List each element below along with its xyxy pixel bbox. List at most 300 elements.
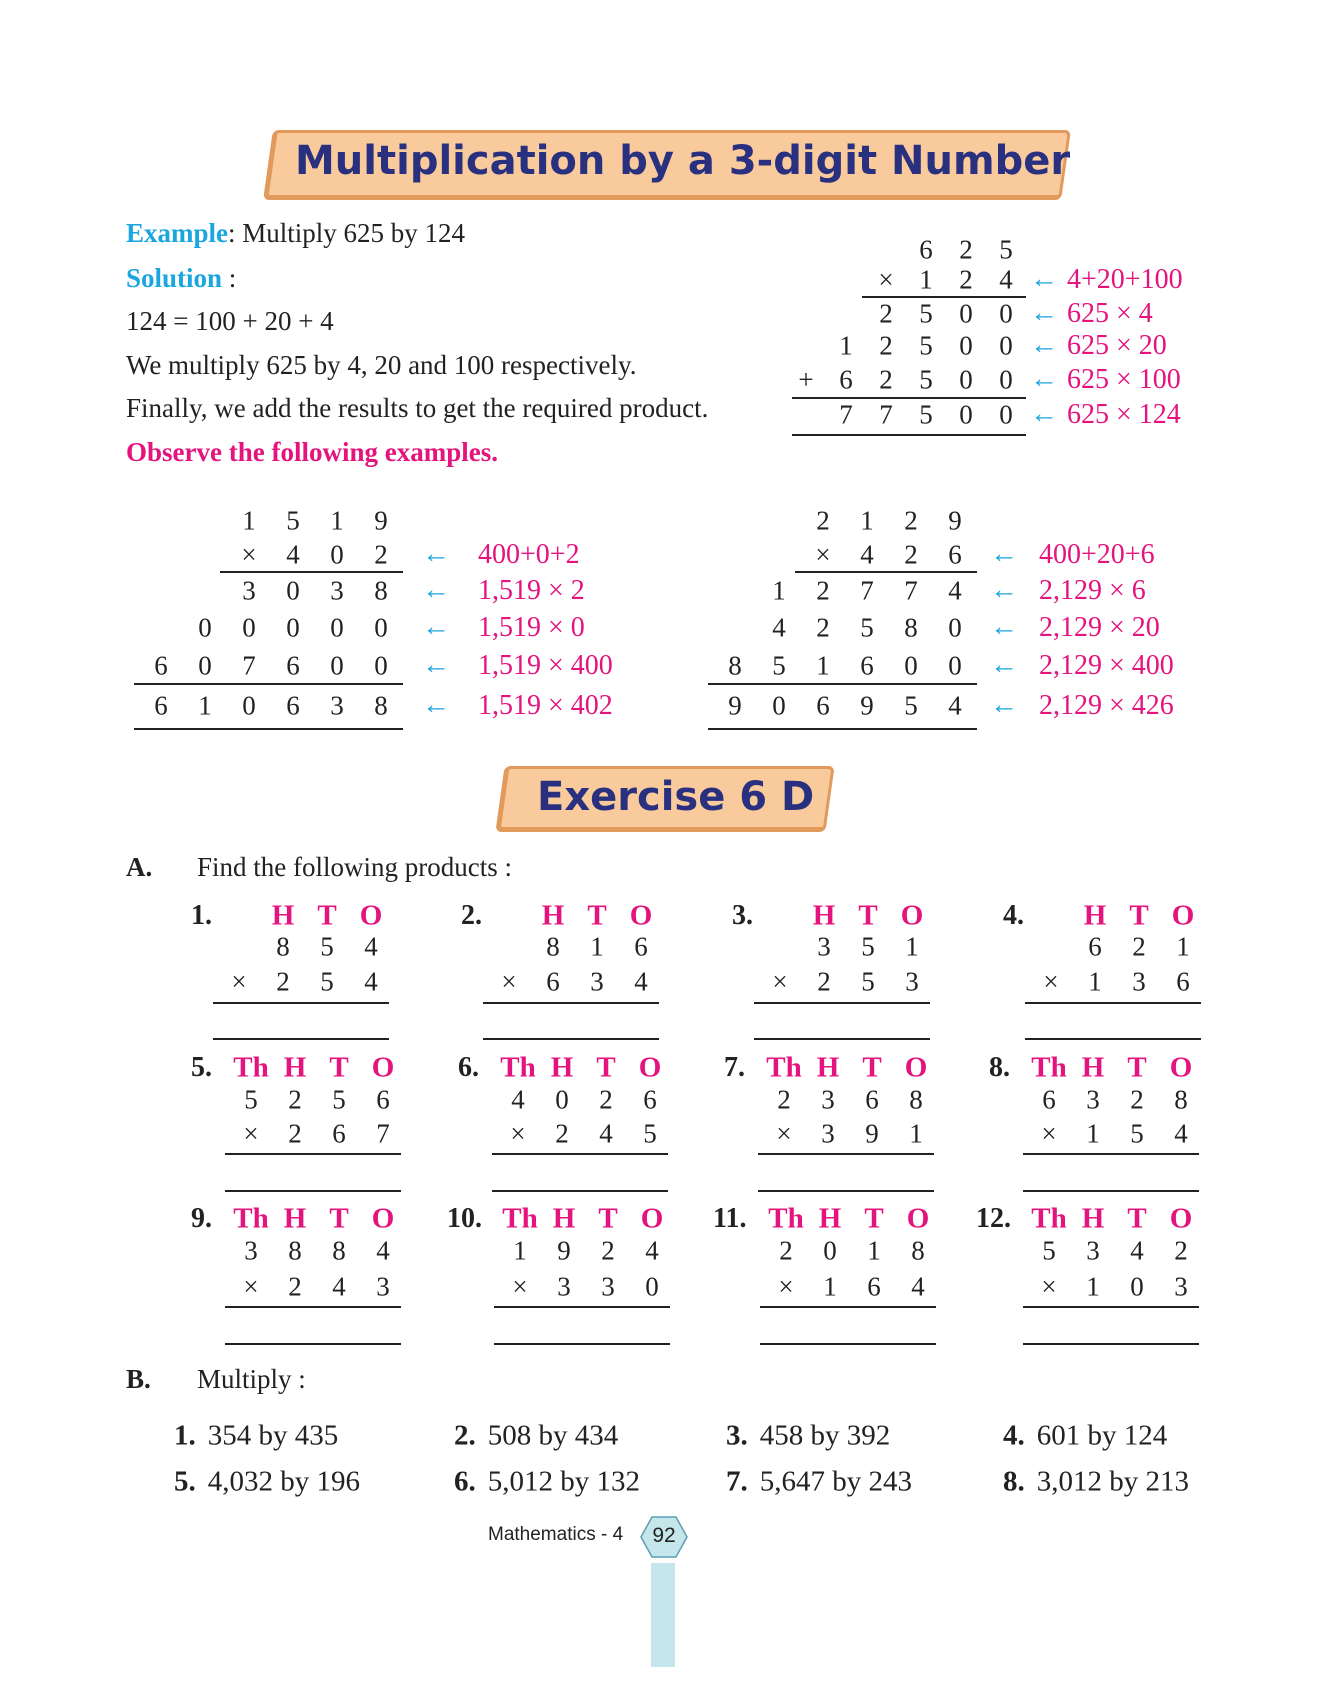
digit: 6: [154, 650, 168, 681]
digit: 2: [374, 539, 388, 570]
example-label: Example: [126, 218, 229, 248]
digit: 9: [865, 1118, 879, 1149]
digit: 0: [948, 650, 962, 681]
digit: 7: [839, 399, 853, 430]
times-sign: ×: [878, 264, 894, 295]
digit: 3: [905, 966, 919, 997]
digit: 0: [330, 539, 344, 570]
rule-line: [795, 571, 977, 573]
book-name: Mathematics - 4: [488, 1524, 624, 1545]
observe-heading: Observe the following examples.: [126, 437, 498, 467]
digit: 5: [861, 931, 875, 962]
digit: 5: [860, 612, 874, 643]
place-value-header: O: [900, 899, 924, 932]
multiply-item: [726, 1420, 890, 1453]
digit: 0: [374, 650, 388, 681]
digit: 5: [244, 1084, 258, 1115]
digit: 9: [557, 1235, 571, 1266]
example-line: [126, 218, 465, 249]
item-text: 4,032 by 196: [207, 1465, 360, 1498]
digit: 0: [959, 330, 973, 361]
answer-line: [1023, 1343, 1199, 1345]
rule-line: [708, 728, 977, 730]
annotation: 625 × 124: [1067, 399, 1181, 430]
problem-number: 10.: [447, 1203, 482, 1234]
digit: 0: [999, 298, 1013, 329]
digit: 5: [320, 931, 334, 962]
digit: 1: [816, 650, 830, 681]
answer-line: [758, 1190, 934, 1192]
digit: 6: [376, 1084, 390, 1115]
digit: 6: [1042, 1084, 1056, 1115]
item-text: 5,012 by 132: [487, 1465, 640, 1498]
place-value-header: T: [329, 1202, 349, 1235]
section-b-instruction: Multiply :: [197, 1364, 306, 1394]
digit: 4: [948, 575, 962, 606]
digit: 8: [374, 575, 388, 606]
digit: 2: [879, 298, 893, 329]
rule-line: [220, 571, 403, 573]
place-value-header: Th: [768, 1202, 804, 1235]
digit: 2: [276, 966, 290, 997]
annotation: 2,129 × 426: [1039, 690, 1174, 721]
arrow-left-icon: ←: [1030, 363, 1058, 395]
place-value-header: T: [587, 899, 607, 932]
digit: 4: [860, 539, 874, 570]
place-value-header: O: [629, 899, 653, 932]
page-number: 92: [652, 1524, 676, 1547]
answer-line: [1023, 1190, 1199, 1192]
digit: 2: [1130, 1084, 1144, 1115]
item-text: 354 by 435: [207, 1419, 339, 1452]
place-value-header: T: [317, 899, 337, 932]
multiply-item: [726, 1466, 912, 1499]
rule-line: [1023, 1306, 1199, 1308]
digit: 4: [1174, 1118, 1188, 1149]
digit: 6: [867, 1271, 881, 1302]
answer-line: [213, 1038, 389, 1040]
digit: 2: [959, 264, 973, 295]
place-value-header: O: [638, 1051, 662, 1084]
place-value-header: O: [371, 1051, 395, 1084]
digit: 1: [867, 1235, 881, 1266]
digit: 5: [904, 690, 918, 721]
digit: 3: [601, 1271, 615, 1302]
digit: 4: [376, 1235, 390, 1266]
answer-line: [1025, 1038, 1201, 1040]
digit: 4: [634, 966, 648, 997]
rule-line: [792, 434, 1026, 436]
times-sign: ×: [241, 539, 257, 570]
digit: 6: [865, 1084, 879, 1115]
digit: 5: [919, 364, 933, 395]
digit: 9: [948, 505, 962, 536]
digit: 2: [904, 505, 918, 536]
digit: 3: [376, 1271, 390, 1302]
arrow-left-icon: ←: [990, 538, 1018, 570]
problem-number: 7.: [724, 1052, 745, 1083]
problem-number: 12.: [976, 1203, 1011, 1234]
place-value-header: O: [904, 1051, 928, 1084]
rule-line: [213, 1002, 389, 1004]
place-value-header: T: [858, 899, 878, 932]
digit: 3: [821, 1118, 835, 1149]
digit: 1: [772, 575, 786, 606]
digit: 5: [919, 330, 933, 361]
item-number: 2.: [454, 1419, 476, 1452]
place-value-header: H: [818, 1202, 842, 1235]
digit: 4: [332, 1271, 346, 1302]
rule-line: [792, 397, 1026, 399]
place-value-header: T: [864, 1202, 884, 1235]
rule-line: [760, 1306, 936, 1308]
digit: 6: [919, 234, 933, 265]
digit: 6: [154, 690, 168, 721]
times-sign: ×: [776, 1118, 792, 1149]
annotation: 625 × 100: [1067, 364, 1181, 395]
digit: 6: [546, 966, 560, 997]
times-sign: ×: [1041, 1118, 1057, 1149]
answer-line: [492, 1190, 668, 1192]
item-number: 3.: [726, 1419, 748, 1452]
digit: 6: [634, 931, 648, 962]
digit: 1: [905, 931, 919, 962]
digit: 0: [198, 612, 212, 643]
problem-number: 6.: [458, 1052, 479, 1083]
solution-label: Solution: [126, 263, 223, 293]
digit: 0: [823, 1235, 837, 1266]
place-value-header: Th: [766, 1051, 802, 1084]
digit: 1: [919, 264, 933, 295]
rule-line: [483, 1002, 659, 1004]
digit: 0: [330, 650, 344, 681]
digit: 2: [601, 1235, 615, 1266]
item-text: 601 by 124: [1036, 1419, 1168, 1452]
digit: 0: [242, 612, 256, 643]
annotation: 625 × 4: [1067, 298, 1153, 329]
digit: 3: [244, 1235, 258, 1266]
digit: 4: [645, 1235, 659, 1266]
digit: 3: [330, 690, 344, 721]
place-value-header: O: [359, 899, 383, 932]
digit: 0: [374, 612, 388, 643]
digit: 1: [1086, 1271, 1100, 1302]
digit: 7: [860, 575, 874, 606]
digit: 6: [1088, 931, 1102, 962]
digit: 2: [1174, 1235, 1188, 1266]
digit: 5: [320, 966, 334, 997]
digit: 1: [513, 1235, 527, 1266]
digit: 2: [959, 234, 973, 265]
problem-number: 4.: [1003, 900, 1024, 931]
digit: 3: [1086, 1084, 1100, 1115]
arrow-left-icon: ←: [1030, 329, 1058, 361]
place-value-header: H: [541, 899, 565, 932]
digit: 1: [1176, 931, 1190, 962]
digit: 1: [198, 690, 212, 721]
problem-number: 2.: [461, 900, 482, 931]
annotation: 400+20+6: [1039, 539, 1155, 570]
digit: 7: [242, 650, 256, 681]
annotation: 1,519 × 2: [478, 575, 585, 606]
digit: 2: [879, 364, 893, 395]
arrow-left-icon: ←: [1030, 398, 1058, 430]
exercise-title: Exercise 6 D: [537, 774, 815, 820]
item-number: 7.: [726, 1465, 748, 1498]
digit: 1: [330, 505, 344, 536]
solution-line: [126, 263, 236, 294]
rule-line: [134, 683, 403, 685]
times-sign: ×: [772, 966, 788, 997]
digit: 3: [590, 966, 604, 997]
digit: 6: [332, 1118, 346, 1149]
rule-line: [708, 683, 977, 685]
digit: 0: [959, 298, 973, 329]
digit: 6: [286, 650, 300, 681]
answer-line: [225, 1190, 401, 1192]
digit: 3: [330, 575, 344, 606]
problem-number: 5.: [191, 1052, 212, 1083]
item-text: 508 by 434: [487, 1419, 619, 1452]
digit: 0: [948, 612, 962, 643]
rule-line: [494, 1306, 670, 1308]
annotation: 400+0+2: [478, 539, 580, 570]
arrow-left-icon: ←: [422, 689, 450, 721]
digit: 0: [999, 330, 1013, 361]
place-value-header: H: [552, 1202, 576, 1235]
item-text: 458 by 392: [759, 1419, 891, 1452]
place-value-header: O: [1169, 1051, 1193, 1084]
rule-line: [1023, 1153, 1199, 1155]
rule-line: [492, 1153, 668, 1155]
digit: 1: [1086, 1118, 1100, 1149]
digit: 0: [286, 575, 300, 606]
digit: 5: [1042, 1235, 1056, 1266]
digit: 0: [286, 612, 300, 643]
place-value-header: Th: [500, 1051, 536, 1084]
times-sign: ×: [231, 966, 247, 997]
place-value-header: O: [906, 1202, 930, 1235]
digit: 4: [999, 264, 1013, 295]
digit: 7: [904, 575, 918, 606]
digit: 1: [590, 931, 604, 962]
place-value-header: H: [283, 1202, 307, 1235]
place-value-header: T: [1127, 1051, 1147, 1084]
digit: 7: [376, 1118, 390, 1149]
digit: 2: [777, 1084, 791, 1115]
digit: 4: [599, 1118, 613, 1149]
times-sign: ×: [510, 1118, 526, 1149]
times-sign: ×: [243, 1118, 259, 1149]
item-number: 4.: [1003, 1419, 1025, 1452]
digit: 6: [948, 539, 962, 570]
digit: 0: [198, 650, 212, 681]
digit: 0: [772, 690, 786, 721]
times-sign: ×: [1041, 1271, 1057, 1302]
place-value-header: T: [329, 1051, 349, 1084]
plus-sign: +: [798, 364, 814, 395]
multiply-item: [1003, 1466, 1189, 1499]
item-number: 1.: [174, 1419, 196, 1452]
times-sign: ×: [512, 1271, 528, 1302]
place-value-header: H: [1083, 899, 1107, 932]
digit: 0: [242, 690, 256, 721]
times-sign: ×: [501, 966, 517, 997]
multiply-item: [454, 1420, 618, 1453]
digit: 2: [288, 1084, 302, 1115]
place-value-header: O: [1169, 1202, 1193, 1235]
item-text: 3,012 by 213: [1036, 1465, 1189, 1498]
digit: 8: [288, 1235, 302, 1266]
solution-step-2: We multiply 625 by 4, 20 and 100 respectively.: [126, 350, 637, 380]
digit: 5: [643, 1118, 657, 1149]
problem-number: 8.: [989, 1052, 1010, 1083]
answer-line: [754, 1038, 930, 1040]
digit: 9: [374, 505, 388, 536]
digit: 5: [919, 298, 933, 329]
annotation: 1,519 × 402: [478, 690, 613, 721]
digit: 8: [374, 690, 388, 721]
digit: 3: [1086, 1235, 1100, 1266]
digit: 1: [1088, 966, 1102, 997]
digit: 6: [860, 650, 874, 681]
annotation: 1,519 × 0: [478, 612, 585, 643]
answer-line: [225, 1343, 401, 1345]
digit: 2: [599, 1084, 613, 1115]
digit: 1: [823, 1271, 837, 1302]
place-value-header: T: [862, 1051, 882, 1084]
section-a-instruction: Find the following products :: [197, 852, 512, 882]
digit: 5: [286, 505, 300, 536]
digit: 0: [959, 364, 973, 395]
arrow-left-icon: ←: [990, 649, 1018, 681]
place-value-header: Th: [1031, 1202, 1067, 1235]
digit: 2: [555, 1118, 569, 1149]
digit: 1: [909, 1118, 923, 1149]
digit: 6: [286, 690, 300, 721]
digit: 2: [816, 612, 830, 643]
place-value-header: H: [816, 1051, 840, 1084]
digit: 3: [1174, 1271, 1188, 1302]
problem-number: 3.: [732, 900, 753, 931]
section-a-letter: A.: [126, 852, 153, 882]
answer-line: [494, 1343, 670, 1345]
digit: 0: [555, 1084, 569, 1115]
digit: 0: [1130, 1271, 1144, 1302]
answer-line: [483, 1038, 659, 1040]
page-tab-strip: [651, 1563, 675, 1667]
times-sign: ×: [243, 1271, 259, 1302]
digit: 2: [816, 575, 830, 606]
digit: 0: [330, 612, 344, 643]
place-value-header: T: [1127, 1202, 1147, 1235]
solution-colon: :: [228, 263, 237, 293]
digit: 4: [364, 966, 378, 997]
arrow-left-icon: ←: [422, 649, 450, 681]
place-value-header: H: [550, 1051, 574, 1084]
item-number: 5.: [174, 1465, 196, 1498]
place-value-header: Th: [233, 1202, 269, 1235]
digit: 6: [816, 690, 830, 721]
place-value-header: H: [271, 899, 295, 932]
digit: 4: [772, 612, 786, 643]
section-b-letter: B.: [126, 1364, 151, 1394]
digit: 2: [816, 505, 830, 536]
place-value-header: H: [812, 899, 836, 932]
rule-line: [134, 728, 403, 730]
digit: 0: [645, 1271, 659, 1302]
rule-line: [758, 1153, 934, 1155]
times-sign: ×: [778, 1271, 794, 1302]
digit: 8: [911, 1235, 925, 1266]
place-value-header: O: [371, 1202, 395, 1235]
example-text: : Multiply 625 by 124: [228, 218, 466, 248]
times-sign: ×: [1043, 966, 1059, 997]
digit: 1: [839, 330, 853, 361]
problem-number: 1.: [191, 900, 212, 931]
digit: 2: [288, 1271, 302, 1302]
digit: 3: [557, 1271, 571, 1302]
digit: 4: [364, 931, 378, 962]
digit: 0: [904, 650, 918, 681]
digit: 8: [728, 650, 742, 681]
item-number: 8.: [1003, 1465, 1025, 1498]
annotation: 4+20+100: [1067, 264, 1183, 295]
digit: 2: [904, 539, 918, 570]
problem-number: 11.: [713, 1203, 747, 1234]
digit: 5: [332, 1084, 346, 1115]
digit: 4: [948, 690, 962, 721]
place-value-header: Th: [502, 1202, 538, 1235]
digit: 4: [911, 1271, 925, 1302]
digit: 4: [286, 539, 300, 570]
place-value-header: O: [1171, 899, 1195, 932]
problem-number: 9.: [191, 1203, 212, 1234]
rule-line: [225, 1153, 401, 1155]
digit: 2: [288, 1118, 302, 1149]
digit: 4: [511, 1084, 525, 1115]
digit: 5: [1130, 1118, 1144, 1149]
digit: 4: [1130, 1235, 1144, 1266]
arrow-left-icon: ←: [422, 611, 450, 643]
multiply-item: [174, 1420, 338, 1453]
digit: 8: [332, 1235, 346, 1266]
page-title: Multiplication by a 3-digit Number: [295, 138, 1071, 184]
place-value-header: Th: [1031, 1051, 1067, 1084]
arrow-left-icon: ←: [990, 611, 1018, 643]
digit: 2: [1132, 931, 1146, 962]
digit: 3: [821, 1084, 835, 1115]
place-value-header: O: [640, 1202, 664, 1235]
place-value-header: T: [1129, 899, 1149, 932]
answer-line: [760, 1343, 936, 1345]
rule-line: [1025, 1002, 1201, 1004]
arrow-left-icon: ←: [1030, 297, 1058, 329]
annotation: 2,129 × 400: [1039, 650, 1174, 681]
digit: 5: [861, 966, 875, 997]
digit: 6: [839, 364, 853, 395]
digit: 8: [546, 931, 560, 962]
place-value-header: H: [1081, 1051, 1105, 1084]
digit: 2: [879, 330, 893, 361]
digit: 2: [817, 966, 831, 997]
solution-step-1: 124 = 100 + 20 + 4: [126, 306, 334, 336]
digit: 0: [999, 364, 1013, 395]
place-value-header: Th: [233, 1051, 269, 1084]
digit: 8: [909, 1084, 923, 1115]
annotation: 2,129 × 20: [1039, 612, 1160, 643]
digit: 3: [1132, 966, 1146, 997]
